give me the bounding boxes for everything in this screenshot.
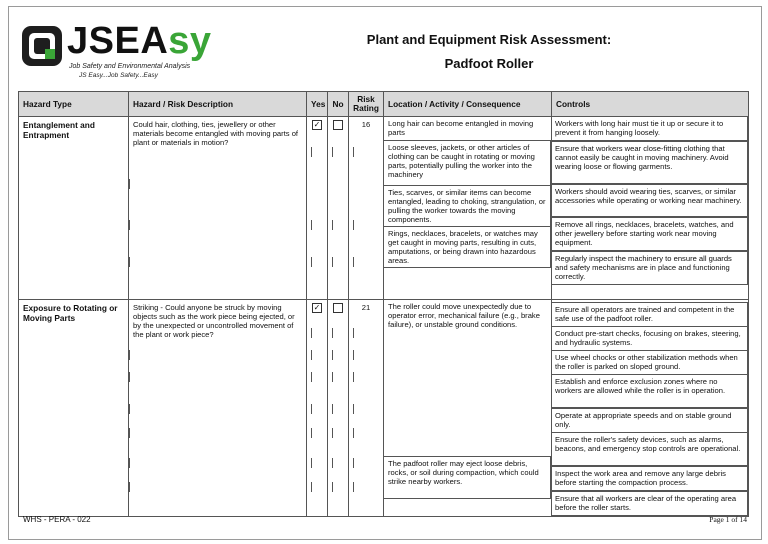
yes-cell	[307, 300, 328, 517]
row-divider-mark	[332, 428, 333, 438]
document-code: WHS - PERA - 022	[23, 515, 91, 524]
row-divider-mark	[129, 428, 130, 438]
row-divider-mark	[332, 257, 333, 267]
header-hazard-type: Hazard Type	[19, 92, 129, 117]
table-row	[19, 300, 749, 517]
header-no: No	[328, 92, 349, 117]
control-item: Ensure that workers wear close-fitting clothing that cannot easily be caught in moving machinery. Avoid wearing loose or flowing garments.	[551, 141, 748, 184]
controls-cell	[552, 300, 749, 517]
row-divider-mark	[353, 147, 354, 157]
description-text: Could hair, clothing, ties, jewellery or other materials become entangled with moving parts of plant or materials in motion?	[133, 120, 299, 147]
page-number: Page 1 of 14	[709, 515, 747, 524]
consequence-item: Loose sleeves, jackets, or other articles of clothing can be caught in rotating or moving parts, potentially pulling the worker into the machinery	[383, 140, 551, 186]
control-item: Regularly inspect the machinery to ensure all guards and safety mechanisms are in place and functioning correctly.	[551, 251, 748, 285]
row-divider-mark	[353, 458, 354, 468]
row-divider-mark	[311, 404, 312, 414]
row-divider-mark	[332, 404, 333, 414]
no-checkbox[interactable]	[333, 120, 343, 130]
row-divider-mark	[311, 147, 312, 157]
table-header-row	[19, 92, 749, 117]
table-row	[19, 117, 749, 300]
row-divider-mark	[332, 372, 333, 382]
row-divider-mark	[353, 220, 354, 230]
logo-tagline: Job Safety and Environmental Analysis	[69, 63, 191, 70]
header-yes: Yes	[307, 92, 328, 117]
row-divider-mark	[129, 220, 130, 230]
row-divider-mark	[311, 328, 312, 338]
header-consequence: Location / Activity / Consequence	[384, 92, 552, 117]
row-divider-mark	[332, 328, 333, 338]
row-divider-mark	[129, 350, 130, 360]
row-divider-mark	[353, 350, 354, 360]
consequence-cell	[384, 300, 552, 517]
header-description: Hazard / Risk Description	[129, 92, 307, 117]
row-divider-mark	[311, 458, 312, 468]
description-cell	[129, 300, 307, 517]
risk-assessment-table	[18, 91, 749, 517]
control-item: Use wheel chocks or other stabilization methods when the roller is parked on sloped ground.	[551, 351, 748, 375]
description-text: Striking - Could anyone be struck by moving objects such as the work piece being ejected, or by the unexpected or uncontrolled movement of the plant or work piece?	[133, 303, 295, 339]
consequence-item: The padfoot roller may eject loose debris, rocks, or soil during compaction, which could strike nearby workers.	[383, 456, 551, 499]
row-divider-mark	[129, 257, 130, 267]
consequence-item: Rings, necklaces, bracelets, or watches may get caught in moving parts, resulting in cuts, amputations, or being drawn into hazardous areas.	[383, 227, 551, 268]
document-subtitle: Padfoot Roller	[444, 56, 534, 71]
row-divider-mark	[353, 428, 354, 438]
row-divider-mark	[129, 404, 130, 414]
risk-rating-value: 21	[361, 303, 371, 312]
control-item: Ensure that all workers are clear of the operating area before the roller starts.	[551, 491, 748, 516]
no-cell	[328, 117, 349, 300]
control-item: Inspect the work area and remove any large debris before starting the compaction process.	[551, 466, 748, 491]
hazard-type-cell: Entanglement and Entrapment	[19, 117, 129, 300]
row-divider-mark	[353, 257, 354, 267]
row-divider-mark	[311, 428, 312, 438]
risk-rating-value: 16	[361, 120, 371, 129]
row-divider-mark	[332, 350, 333, 360]
control-item: Remove all rings, necklaces, bracelets, watches, and other jewellery before starting work near moving equipment.	[551, 217, 748, 251]
logo-slogan: JS Easy...Job Safety...Easy	[79, 72, 158, 79]
yes-checkbox[interactable]: ✓	[313, 120, 321, 129]
row-divider-mark	[311, 350, 312, 360]
row-divider-mark	[353, 372, 354, 382]
consequence-cell	[384, 117, 552, 300]
consequence-item: Ties, scarves, or similar items can become entangled, leading to choking, strangulation, or pulling the worker towards the moving components.	[383, 186, 551, 227]
header-risk-rating: Risk Rating	[349, 92, 384, 117]
no-checkbox[interactable]	[333, 303, 343, 313]
control-item: Ensure all operators are trained and competent in the safe use of the padfoot roller.	[551, 302, 748, 327]
row-divider-mark	[353, 482, 354, 492]
consequence-item: Long hair can become entangled in moving parts	[388, 119, 534, 137]
description-cell	[129, 117, 307, 300]
logo-wordmark: JSEAsy	[67, 20, 212, 62]
hazard-type-cell: Exposure to Rotating or Moving Parts	[19, 300, 129, 517]
control-item: Operate at appropriate speeds and on stable ground only.	[551, 408, 748, 433]
row-divider-mark	[353, 404, 354, 414]
yes-checkbox[interactable]: ✓	[313, 303, 321, 312]
row-divider-mark	[332, 220, 333, 230]
consequence-item: The roller could move unexpectedly due to operator error, mechanical failure (e.g., brake failure), or unstable ground conditions.	[388, 302, 540, 329]
jseasy-logo	[21, 21, 221, 83]
controls-cell	[552, 117, 749, 300]
risk-rating-cell	[349, 117, 384, 300]
row-divider-mark	[332, 458, 333, 468]
row-divider-mark	[311, 482, 312, 492]
document-page	[8, 6, 762, 540]
control-item: Conduct pre-start checks, focusing on brakes, steering, and hydraulic systems.	[551, 327, 748, 351]
control-item: Establish and enforce exclusion zones where no workers are allowed while the roller is in operation.	[551, 375, 748, 408]
yes-cell	[307, 117, 328, 300]
row-divider-mark	[129, 458, 130, 468]
row-divider-mark	[311, 372, 312, 382]
document-title: Plant and Equipment Risk Assessment:	[366, 32, 612, 47]
no-cell	[328, 300, 349, 517]
control-item: Ensure the roller's safety devices, such as alarms, beacons, and emergency stop controls are operational.	[551, 433, 748, 466]
row-divider-mark	[332, 482, 333, 492]
control-item: Workers with long hair must tie it up or secure it to prevent it from hanging loosely.	[551, 117, 748, 141]
row-divider-mark	[129, 372, 130, 382]
logo-mark-icon	[21, 25, 63, 67]
row-divider-mark	[311, 257, 312, 267]
header-controls: Controls	[552, 92, 749, 117]
risk-rating-cell	[349, 300, 384, 517]
control-item: Workers should avoid wearing ties, scarves, or similar accessories while operating or working near machinery.	[551, 184, 748, 217]
row-divider-mark	[129, 179, 130, 189]
row-divider-mark	[129, 482, 130, 492]
row-divider-mark	[353, 328, 354, 338]
row-divider-mark	[332, 147, 333, 157]
row-divider-mark	[311, 220, 312, 230]
